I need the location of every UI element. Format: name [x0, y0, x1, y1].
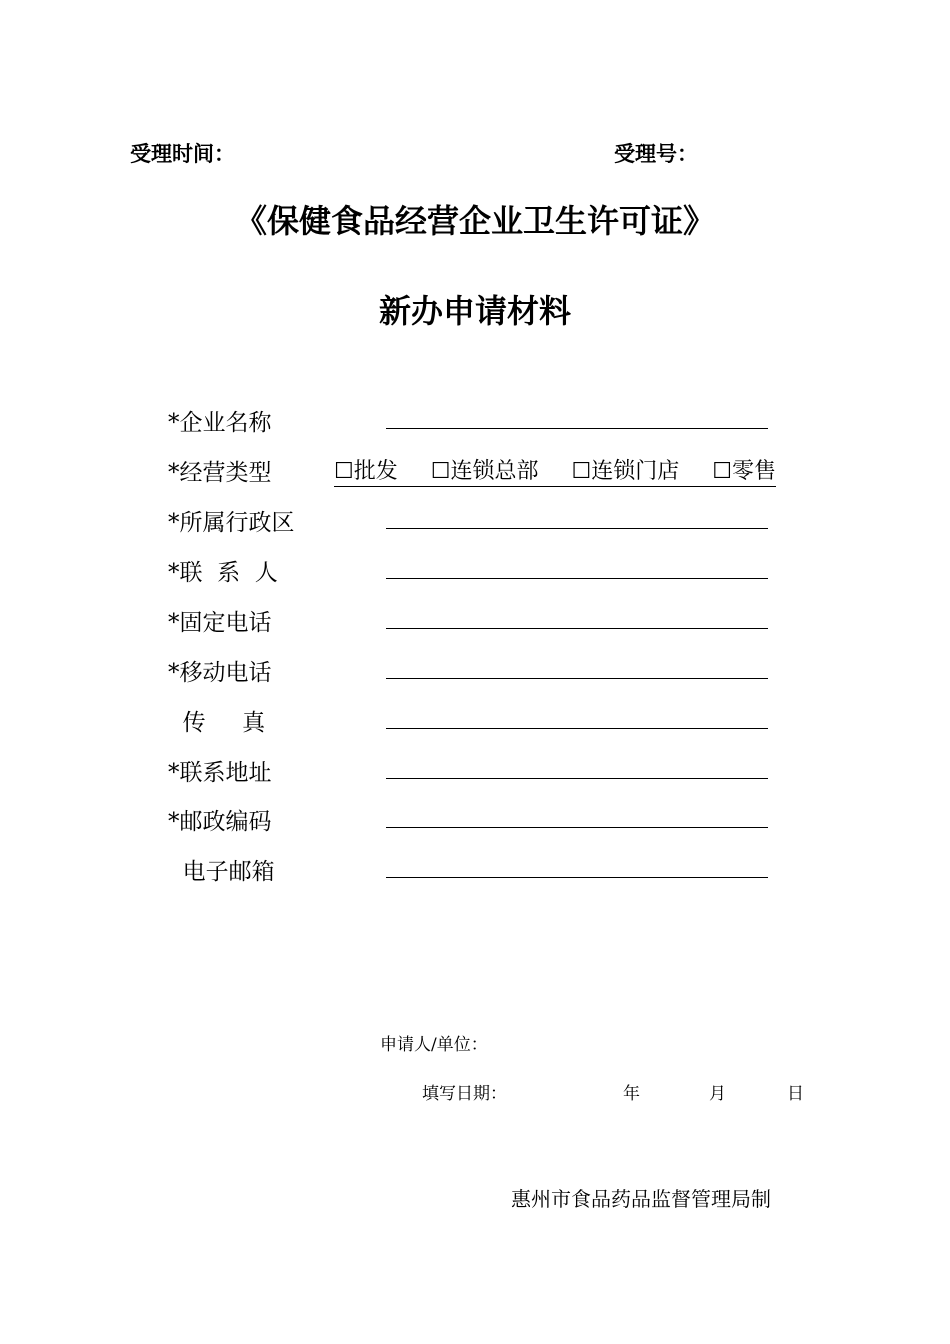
receipt-time-label: 受理时间：: [130, 142, 235, 166]
business-type-wholesale-label: 批发: [353, 459, 398, 484]
address-field[interactable]: [386, 778, 768, 779]
fax-label: 传 真: [168, 710, 266, 736]
business-type-chain-store-label: 连锁门店: [591, 459, 680, 484]
checkbox-icon[interactable]: ☐: [334, 459, 354, 484]
business-type-chain-store[interactable]: [572, 454, 680, 485]
business-type-retail-label: 零售: [731, 459, 776, 484]
fill-date-label: 填写日期：: [422, 1084, 507, 1104]
email-label: 电子邮箱: [168, 859, 275, 885]
mobile-label: *移动电话: [168, 660, 272, 686]
mobile-field[interactable]: [386, 678, 768, 679]
contact-person-field[interactable]: [386, 578, 768, 579]
business-type-options: [334, 454, 776, 487]
company-name-label: *企业名称: [168, 410, 272, 436]
date-day-label: 日: [787, 1084, 804, 1104]
receipt-number-label: 受理号：: [614, 142, 698, 166]
fax-field[interactable]: [386, 728, 768, 729]
business-type-retail[interactable]: [712, 454, 776, 485]
document-title: 《保健食品经营企业卫生许可证》: [234, 202, 715, 240]
postal-code-label: *邮政编码: [168, 809, 272, 835]
applicant-label: 申请人/单位：: [380, 1035, 488, 1055]
date-month-label: 月: [709, 1084, 726, 1104]
landline-field[interactable]: [386, 628, 768, 629]
business-type-wholesale[interactable]: [334, 454, 398, 485]
company-name-field[interactable]: [386, 428, 768, 429]
landline-label: *固定电话: [168, 610, 272, 636]
district-label: *所属行政区: [168, 510, 295, 536]
business-type-chain-hq[interactable]: [431, 454, 539, 485]
checkbox-icon[interactable]: ☐: [571, 459, 592, 484]
date-year-label: 年: [623, 1084, 640, 1104]
address-label: *联系地址: [168, 760, 272, 786]
district-field[interactable]: [386, 528, 768, 529]
checkbox-icon[interactable]: ☐: [712, 459, 732, 484]
business-type-label: *经营类型: [168, 460, 272, 486]
document-subtitle: 新办申请材料: [378, 292, 571, 330]
business-type-chain-hq-label: 连锁总部: [450, 459, 539, 484]
contact-person-label: *联 系 人: [168, 560, 278, 586]
postal-code-field[interactable]: [386, 827, 768, 828]
issuing-authority: 惠州市食品药品监督管理局制: [511, 1187, 771, 1211]
checkbox-icon[interactable]: ☐: [430, 459, 451, 484]
email-field[interactable]: [386, 877, 768, 878]
